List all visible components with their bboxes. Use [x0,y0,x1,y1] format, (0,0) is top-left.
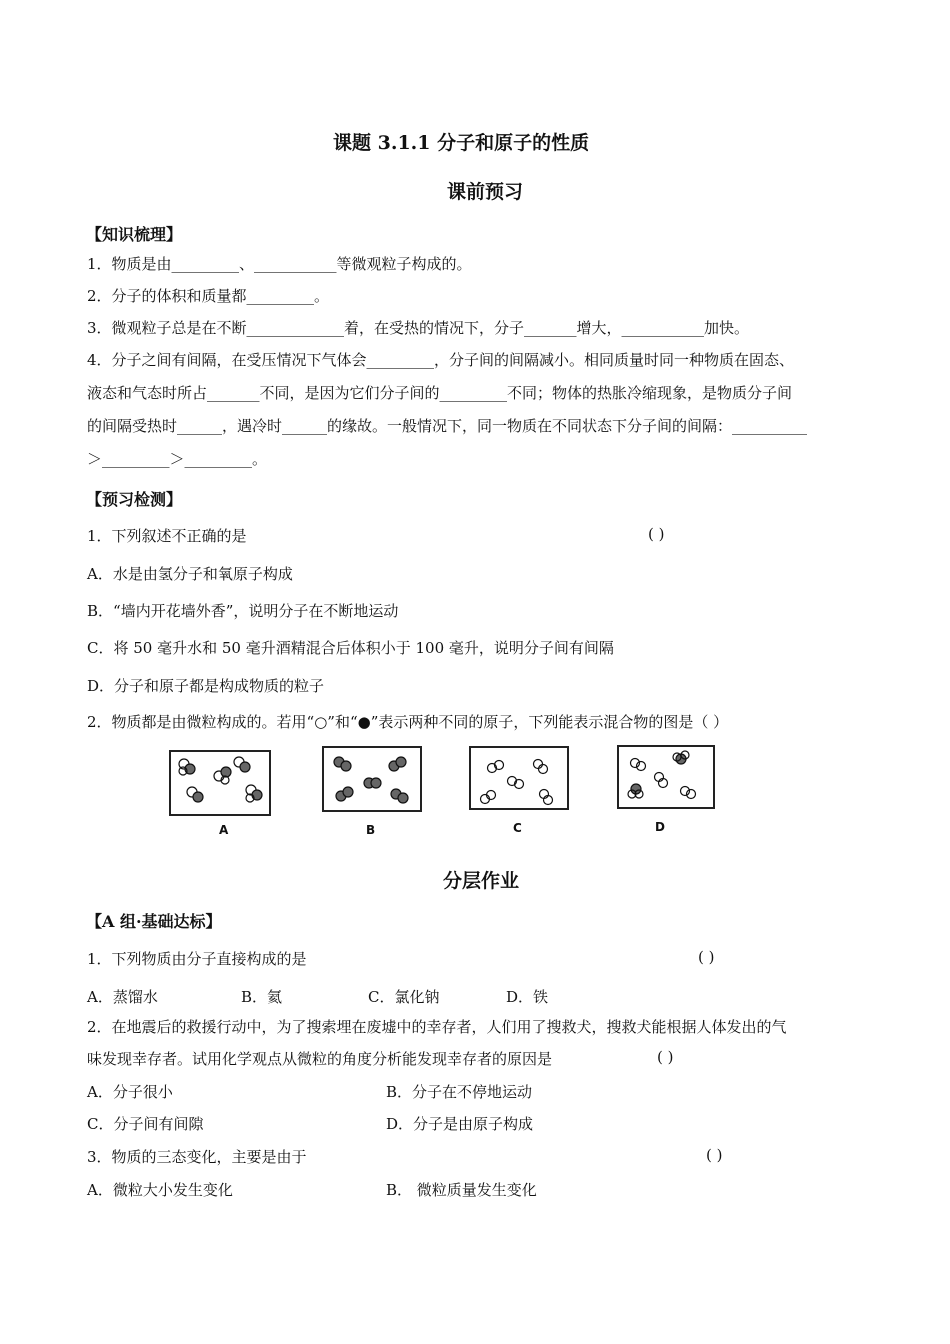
hw-q1-option-d: D．铁 [506,988,549,1006]
hw-q1-paren: ( ) [698,948,715,966]
figure-c-label: C [513,821,522,835]
knowledge-line-1: 1．物质是由_________、___________等微观粒子构成的。 [87,255,472,273]
hw-q1-option-c: C．氯化钠 [368,988,440,1006]
hw-q2-stem-line2: 味发现幸存者。试用化学观点从微粒的角度分析能发现幸存者的原因是 [87,1050,553,1068]
figure-a-box [169,750,271,816]
check-q1-option-a: A．水是由氢分子和氧原子构成 [87,565,293,583]
hw-q2-option-b: B．分子在不停地运动 [386,1083,533,1101]
preview-heading: 课前预习 [447,181,524,203]
knowledge-line-6: 的间隔受热时______，遇冷时______的缘故。一般情况下，同一物质在不同状态下分子间的间隔：__________ [87,417,808,435]
figure-a-molecules [171,752,269,814]
check-q2-stem: 2．物质都是由微粒构成的。若用“○”和“●”表示两种不同的原子，下列能表示混合物的图是（ ） [87,713,729,731]
check-q1-stem: 1．下列叙述不正确的是 [87,527,247,545]
knowledge-label: 【知识梳理】 [86,225,183,244]
figure-d-molecules [619,747,713,807]
knowledge-line-3: 3．微观粒子总是在不断_____________着，在受热的情况下，分子_______增大，___________加快。 [87,319,750,337]
check-q1-option-b: B．“墙内开花墙外香”，说明分子在不断地运动 [87,602,399,620]
hw-q3-option-a: A．微粒大小发生变化 [87,1181,233,1199]
knowledge-line-7: ＞_________＞_________。 [87,450,268,468]
knowledge-line-5: 液态和气态时所占_______不同，是因为它们分子间的_________不同；物体的热胀冷缩现象，是物质分子间 [87,384,793,402]
hw-q1-option-a: A．蒸馏水 [87,988,158,1006]
homework-heading: 分层作业 [443,870,520,892]
knowledge-line-4: 4．分子之间有间隔，在受压情况下气体会_________，分子间的间隔减小。相同质量时同一种物质在固态、 [87,351,795,369]
figure-a-label: A [219,823,229,837]
page-title: 课题 3.1.1 分子和原子的性质 [333,132,590,154]
hw-q2-option-a: A．分子很小 [87,1083,173,1101]
check-q1-paren: ( ) [648,525,665,543]
hw-q1-option-b: B．氦 [241,988,283,1006]
knowledge-line-2: 2．分子的体积和质量都_________。 [87,287,330,305]
hw-q1-stem: 1．下列物质由分子直接构成的是 [87,950,307,968]
hw-q2-paren: ( ) [657,1048,674,1066]
figure-c-molecules [471,748,567,808]
check-label: 【预习检测】 [86,490,183,509]
hw-q3-stem: 3．物质的三态变化，主要是由于 [87,1148,307,1166]
figure-c-box [469,746,569,810]
hw-q2-option-c: C．分子间有间隙 [87,1115,204,1133]
figure-d-label: D [655,820,665,834]
hw-q3-paren: ( ) [706,1146,723,1164]
hw-q2-stem-line1: 2．在地震后的救援行动中，为了搜索埋在废墟中的幸存者，人们用了搜救犬，搜救犬能根据人体发出的气 [87,1018,787,1036]
group-a-label: 【A 组·基础达标】 [86,912,222,931]
figure-d-box [617,745,715,809]
figure-b-box [322,746,422,812]
figure-b-molecules [324,748,420,810]
check-q1-option-c: C．将 50 毫升水和 50 毫升酒精混合后体积小于 100 毫升，说明分子间有间隔 [87,639,614,657]
hw-q2-option-d: D．分子是由原子构成 [386,1115,534,1133]
hw-q3-option-b: B． 微粒质量发生变化 [386,1181,537,1199]
check-q1-option-d: D．分子和原子都是构成物质的粒子 [87,677,325,695]
figure-b-label: B [366,823,376,837]
